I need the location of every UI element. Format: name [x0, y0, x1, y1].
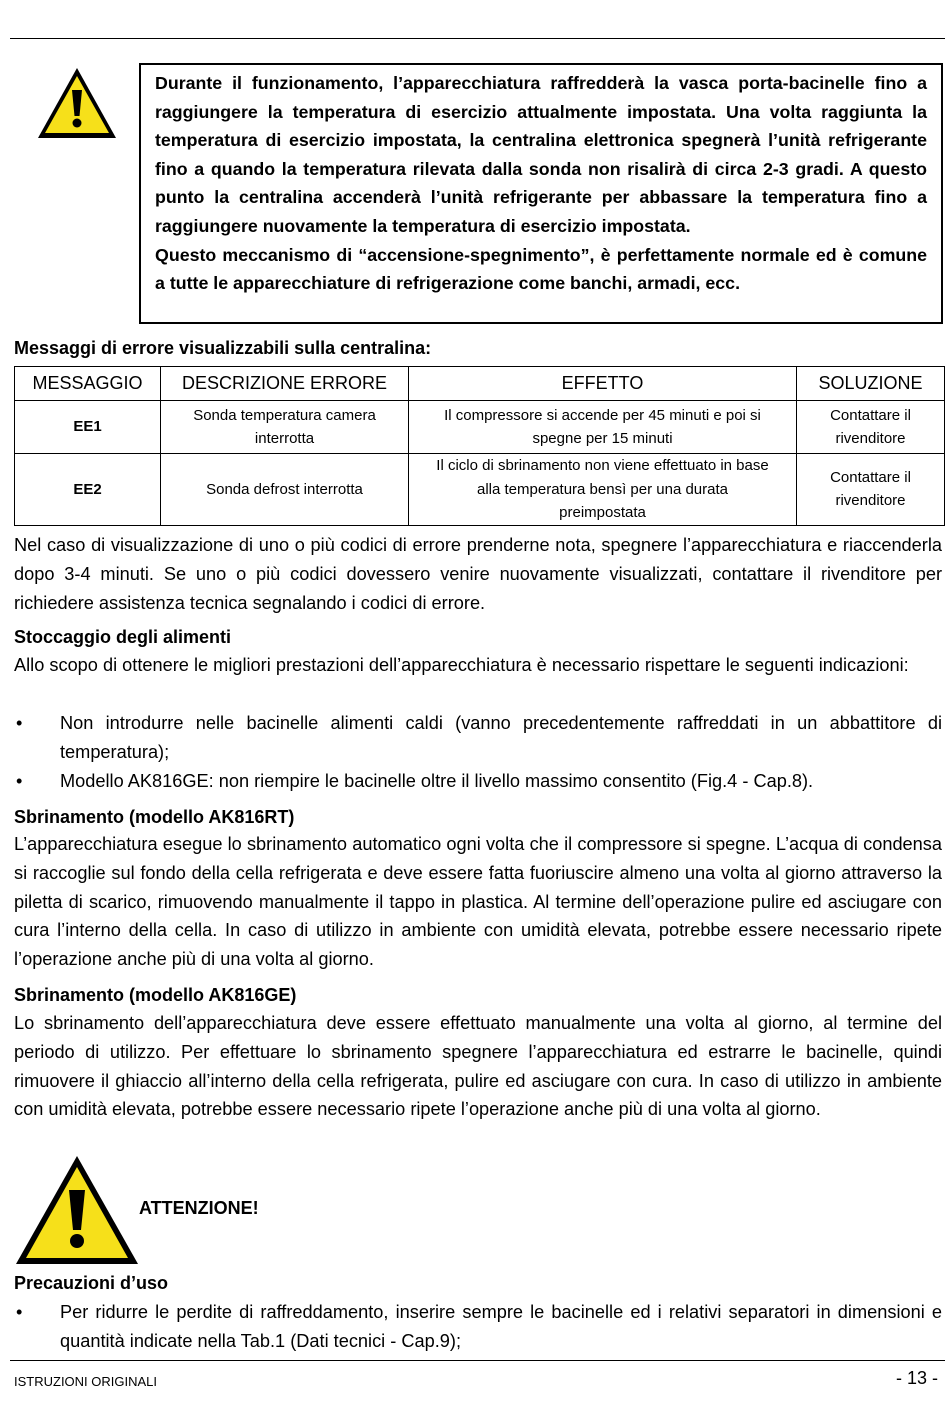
error-description: Sonda temperatura camera interrotta	[161, 401, 409, 454]
warning-paragraph-2: Questo meccanismo di “accensione-spegnimento”, è perfettamente normale ed è comune a tutte le apparecchiature di refrigerazione come banchi, armadi, ecc.	[155, 244, 927, 294]
bullet-icon: •	[16, 1302, 23, 1322]
error-solution: Contattare il rivenditore	[797, 401, 945, 454]
col-header-message: MESSAGGIO	[15, 367, 161, 401]
error-code: EE2	[15, 454, 161, 526]
error-solution: Contattare il rivenditore	[797, 454, 945, 526]
table-row	[15, 401, 945, 454]
defrost-rt-heading: Sbrinamento (modello AK816RT)	[14, 807, 295, 827]
error-effect: Il ciclo di sbrinamento non viene effettuato in base alla temperatura bensì per una durata preimpostata	[409, 454, 797, 526]
error-effect: Il compressore si accende per 45 minuti e poi si spegne per 15 minuti	[409, 401, 797, 454]
list-item	[14, 767, 942, 796]
list-item-text: Non introdurre nelle bacinelle alimenti caldi (vanno precedentemente raffreddati in un abbattitore di temperatura);	[60, 713, 942, 762]
error-code: EE1	[15, 401, 161, 454]
storage-intro: Allo scopo di ottenere le migliori prestazioni dell’apparecchiatura è necessario rispettare le seguenti indicazioni:	[14, 655, 909, 675]
defrost-ge-paragraph: Lo sbrinamento dell’apparecchiatura deve essere effettuato manualmente una volta al giorno, al termine del periodo di utilizzo. Per effettuare lo sbrinamento spegnere l’apparecchiatura ed estrarre le bacinelle, quindi rimuovere il ghiaccio all’interno della cella refrigerata, pulire ed asciugare con cura. In caso di utilizzo in ambiente con umidità elevata, potrebbe essere necessario ripete l’operazione anche più di una volta al giorno.	[14, 1013, 942, 1120]
warning-note-box	[139, 63, 943, 324]
bullet-icon: •	[16, 713, 23, 733]
list-item	[14, 1298, 942, 1356]
top-rule	[10, 38, 945, 39]
error-table-header-row	[15, 367, 945, 401]
error-note-paragraph: Nel caso di visualizzazione di uno o più codici di errore prenderne nota, spegnere l’apparecchiatura e riaccenderla dopo 3-4 minuti. Se uno o più codici dovessero venire nuovamente visualizzati, contattare il rivenditore per richiedere assistenza tecnica segnalando i codici di errore.	[14, 535, 942, 613]
col-header-description: DESCRIZIONE ERRORE	[161, 367, 409, 401]
col-header-effect: EFFETTO	[409, 367, 797, 401]
attention-label: ATTENZIONE!	[139, 1198, 259, 1218]
warning-triangle-icon	[14, 1154, 140, 1266]
defrost-rt-paragraph: L’apparecchiatura esegue lo sbrinamento automatico ogni volta che il compressore si spegne. L’acqua di condensa si raccoglie sul fondo della cella refrigerata e deve essere fatta fuoriuscire almeno una volta al giorno attraverso la piletta di scarico, rimuovendo manualmente il tappo in plastica. Al termine dell’operazione pulire ed asciugare con cura l’interno della cella. In caso di utilizzo in ambiente con umidità elevata, potrebbe essere necessario ripete l’operazione anche più di una volta al giorno.	[14, 834, 942, 970]
list-item-text: Per ridurre le perdite di raffreddamento, inserire sempre le bacinelle ed i relativi separatori in dimensioni e quantità indicate nella Tab.1 (Dati tecnici - Cap.9);	[60, 1302, 942, 1351]
precautions-bullet-list	[14, 1298, 942, 1356]
precautions-heading: Precauzioni d’uso	[14, 1273, 169, 1293]
defrost-ge-heading: Sbrinamento (modello AK816GE)	[14, 985, 297, 1005]
bottom-rule	[10, 1360, 945, 1361]
error-description: Sonda defrost interrotta	[161, 454, 409, 526]
storage-heading: Stoccaggio degli alimenti	[14, 627, 232, 647]
error-messages-heading: Messaggi di errore visualizzabili sulla centralina:	[14, 338, 432, 358]
page-number: - 13 -	[895, 1368, 938, 1388]
list-item	[14, 709, 942, 767]
warning-paragraph-1: Durante il funzionamento, l’apparecchiatura raffredderà la vasca porta-bacinelle fino a raggiungere la temperatura di esercizio attualmente impostata. Una volta raggiunta la temperatura di esercizio impostata, la centralina elettronica spegnerà l’unità refrigerante fino a quando la temperatura rilevata dalla sonda non risalirà di circa 2-3 gradi. A questo punto la centralina accenderà l’unità refrigerante per abbassare la temperatura fino a raggiungere nuovamente la temperatura di esercizio impostata.	[155, 73, 927, 236]
list-item-text: Modello AK816GE: non riempire le bacinelle oltre il livello massimo consentito (Fig.4 - Cap.8).	[60, 770, 814, 791]
bullet-icon: •	[16, 770, 23, 791]
storage-bullet-list	[14, 709, 942, 795]
warning-triangle-icon	[36, 66, 118, 140]
footer-label: ISTRUZIONI ORIGINALI	[14, 1374, 158, 1389]
col-header-solution: SOLUZIONE	[797, 367, 945, 401]
table-row	[15, 454, 945, 526]
error-table	[14, 366, 945, 526]
